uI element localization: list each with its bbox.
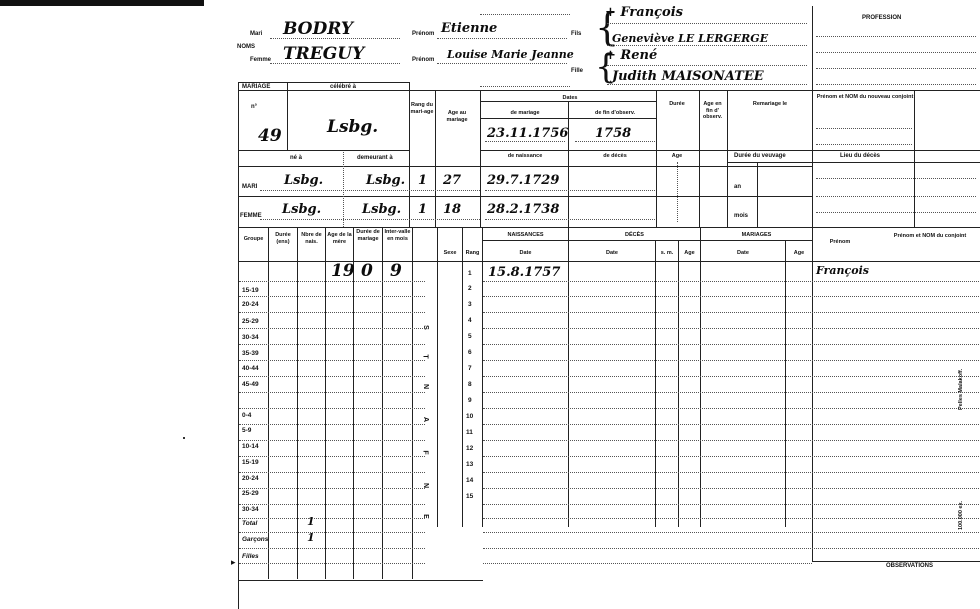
remariage-label: Remariage le <box>752 101 788 107</box>
prenom-label-femme: Prénom <box>412 57 435 63</box>
femme-ne: Lsbg. <box>282 202 322 217</box>
rank-number: 14 <box>466 477 474 484</box>
femme-label: Femme <box>250 57 272 63</box>
stray-mark: ▸ <box>231 557 236 567</box>
demeurant-label: demeurant à <box>357 155 393 161</box>
group-label: 20-24 <box>242 475 259 482</box>
observations-label: OBSERVATIONS <box>886 563 934 569</box>
group-label: 0-4 <box>242 412 252 419</box>
group-label: 25-29 <box>242 318 259 325</box>
mari-row-label: MARI <box>242 184 258 190</box>
mariages-label: MARIAGES <box>741 232 772 238</box>
age-mere-value: 19 <box>331 261 355 281</box>
de-mariage-label: de mariage <box>510 110 540 116</box>
femme-age: 18 <box>443 202 462 217</box>
age-label: Age au mariage <box>446 110 468 123</box>
rank-number: 5 <box>468 333 472 340</box>
fille-label: Fille <box>571 68 584 74</box>
femme-naissance: 28.2.1738 <box>487 202 560 217</box>
rank-number: 2 <box>468 285 472 292</box>
fils-label: Fils <box>571 31 582 37</box>
group-label: Garçons <box>242 536 269 543</box>
enfants-letter: A <box>422 416 430 423</box>
enfants-letter: F <box>421 450 429 455</box>
rank-number: 7 <box>468 365 472 372</box>
group-label: Total <box>242 520 258 527</box>
intervalle-label: Inter-valle en mois <box>384 229 411 242</box>
prenom-nom-conjoint-children-label: Prénom et NOM du conjoint <box>893 233 967 239</box>
mariage-date-label: Date <box>737 250 749 256</box>
profession-label: PROFESSION <box>862 15 902 21</box>
deces-age-label: Age <box>684 250 695 256</box>
brace-fils: { <box>595 5 620 49</box>
rank-number: 4 <box>468 317 472 324</box>
mariage-number: 49 <box>258 126 282 146</box>
enfants-letter: N <box>422 482 430 489</box>
first-prenom: François <box>816 264 869 277</box>
rank-number: 6 <box>468 349 472 356</box>
rang-label: Rang du mari-age <box>410 102 434 115</box>
femme-name: TREGUY <box>283 44 365 64</box>
publisher-text: Pelles Malakoff. <box>958 368 964 410</box>
femme-row-label: FEMME <box>240 213 262 219</box>
fils-entry-2: Geneviève LE LERGERGE <box>612 32 769 45</box>
rank-number: 11 <box>466 429 473 436</box>
rank-number: 12 <box>466 445 474 452</box>
rank-number: 10 <box>466 413 474 420</box>
fin-observ-label: de fin d'observ. <box>594 110 636 116</box>
deces-label: de décès <box>603 153 627 159</box>
enfants-letter: E <box>421 514 429 519</box>
group-label: 10-14 <box>242 443 259 450</box>
group-label: 35-39 <box>242 350 259 357</box>
sexe-label: Sexe <box>443 250 457 256</box>
enfants-letter: T <box>421 354 429 359</box>
rank-number: 3 <box>468 301 472 308</box>
group-label: 30-34 <box>242 334 259 341</box>
print-run-text: 100.000 ex. <box>958 500 964 530</box>
stray-dot <box>183 437 185 439</box>
lieu-deces-label: Lieu du décès <box>840 153 881 159</box>
rank-number: 9 <box>468 397 472 404</box>
age-label-2: Age <box>671 153 683 159</box>
rank-number: 13 <box>466 461 474 468</box>
group-label: 30-34 <box>242 506 259 513</box>
rank-number: 15 <box>466 493 474 500</box>
femme-demeurant: Lsbg. <box>362 202 402 217</box>
total-nbre: 1 <box>307 515 315 528</box>
naissance-date-label: Date <box>519 250 532 256</box>
group-label: 5-9 <box>242 427 252 434</box>
naissances-label: NAISSANCES <box>507 232 544 238</box>
mari-naissance: 29.7.1729 <box>487 173 560 188</box>
group-label: 15-19 <box>242 459 259 466</box>
enfants-letter: N <box>422 383 430 390</box>
group-label: Filles <box>242 553 259 560</box>
mari-name: BODRY <box>283 19 353 39</box>
an-label: an <box>734 184 742 190</box>
mari-rang: 1 <box>418 173 428 188</box>
group-label: 25-29 <box>242 490 259 497</box>
mari-age: 27 <box>443 173 462 188</box>
naissance-label: de naissance <box>507 153 543 159</box>
duree-mariage-label: Durée de mariage <box>356 229 380 242</box>
nbre-nais-label: Nbre de nais. <box>301 232 322 245</box>
fille-entry-2: Judith MAISONATEE <box>612 69 764 84</box>
prenom-nom-conjoint-label: Prénom et NOM du nouveau conjoint <box>816 94 914 100</box>
fils-entry-1: + François <box>605 5 683 20</box>
mois-label: mois <box>734 213 749 219</box>
mari-ne: Lsbg. <box>284 173 324 188</box>
no-label: n° <box>251 104 258 110</box>
mariage-place: Lsbg. <box>327 117 379 137</box>
intervalle-value: 9 <box>390 261 402 281</box>
femme-rang: 1 <box>418 202 428 217</box>
duree-value: 0 <box>361 261 373 281</box>
corner-bar <box>0 0 204 6</box>
group-label: 15-19 <box>242 287 259 294</box>
brace-fille: { <box>595 47 617 87</box>
celebre-label: célébré à <box>330 84 357 90</box>
mari-label: Mari <box>250 31 263 37</box>
duree-veuvage-label: Durée du veuvage <box>734 153 786 159</box>
groupe-label: Groupe <box>243 236 264 242</box>
sm-label: s. m. <box>660 250 674 256</box>
date-fin: 1758 <box>595 126 632 141</box>
date-mariage: 23.11.1756 <box>487 126 569 141</box>
femme-prenom: Louise Marie Jeanne <box>447 48 574 61</box>
age-fin-label: Age en fin d' observ. <box>702 101 723 120</box>
deces-date-label: Date <box>606 250 618 256</box>
group-label: 20-24 <box>242 301 259 308</box>
fille-entry-1: + René <box>605 48 658 63</box>
group-label: 40-44 <box>242 365 259 372</box>
rank-number: 8 <box>468 381 472 388</box>
prenom-label-mari: Prénom <box>412 31 435 37</box>
duree-label: Durée <box>669 101 685 107</box>
mariage-title: MARIAGE <box>242 84 271 90</box>
mariage-age-label: Age <box>793 250 805 256</box>
duree-ens-label: Durée (ens) <box>275 232 291 245</box>
mari-prenom: Etienne <box>441 21 498 36</box>
group-label: 45-49 <box>242 381 259 388</box>
prenom-label-children: Prénom <box>829 239 851 245</box>
age-mere-label: Age de la mère <box>327 232 352 245</box>
deces-label-children: DÉCÈS <box>625 232 644 238</box>
rank-number: 1 <box>468 270 472 277</box>
enfants-letter: S <box>421 325 429 330</box>
garcons-nbre: 1 <box>307 531 315 544</box>
noms-label: NOMS <box>237 44 255 50</box>
rang-label-children: Rang <box>465 250 480 256</box>
mari-demeurant: Lsbg. <box>366 173 406 188</box>
ne-a-label: né à <box>290 155 303 161</box>
dates-label: Dates <box>562 95 578 101</box>
first-birth-date: 15.8.1757 <box>488 265 561 280</box>
